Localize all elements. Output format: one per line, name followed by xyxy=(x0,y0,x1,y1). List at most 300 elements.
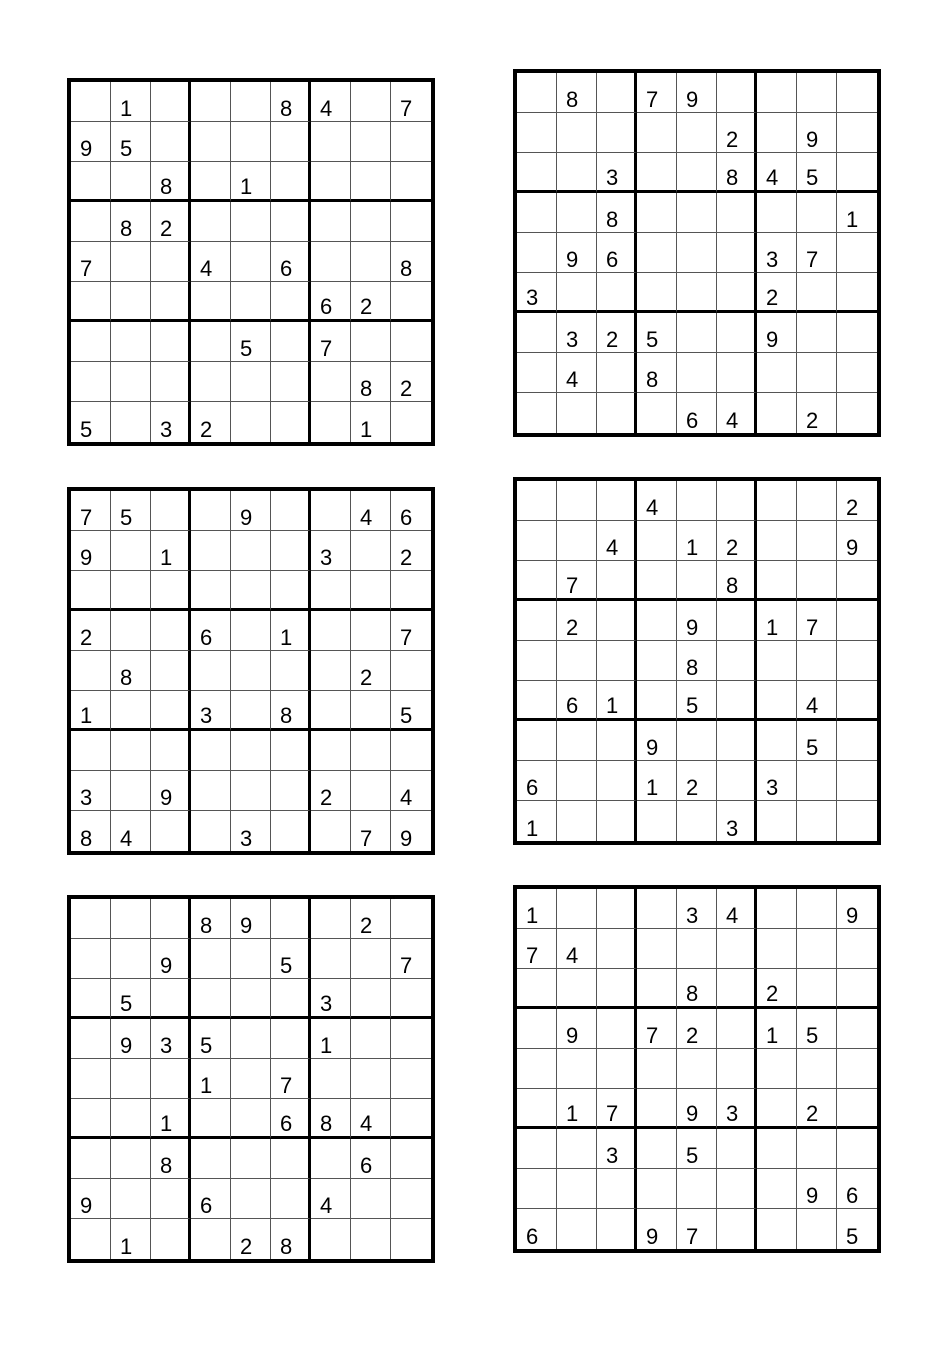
sudoku-cell[interactable] xyxy=(311,531,351,571)
sudoku-cell[interactable] xyxy=(637,481,677,521)
sudoku-cell[interactable] xyxy=(231,122,271,162)
sudoku-cell[interactable] xyxy=(191,242,231,282)
sudoku-cell[interactable] xyxy=(757,721,797,761)
sudoku-cell[interactable] xyxy=(837,761,877,801)
sudoku-cell[interactable] xyxy=(637,1009,677,1049)
sudoku-cell[interactable] xyxy=(717,1009,757,1049)
sudoku-cell[interactable] xyxy=(351,731,391,771)
sudoku-cell[interactable] xyxy=(351,402,391,442)
sudoku-cell[interactable] xyxy=(677,353,717,393)
sudoku-cell[interactable] xyxy=(391,491,431,531)
sudoku-cell[interactable] xyxy=(797,521,837,561)
sudoku-cell[interactable] xyxy=(797,1089,837,1129)
sudoku-cell[interactable] xyxy=(191,1219,231,1259)
sudoku-cell[interactable] xyxy=(111,731,151,771)
sudoku-cell[interactable] xyxy=(637,561,677,601)
sudoku-cell[interactable] xyxy=(231,1139,271,1179)
sudoku-cell[interactable] xyxy=(797,969,837,1009)
sudoku-cell[interactable] xyxy=(677,1129,717,1169)
sudoku-cell[interactable] xyxy=(637,233,677,273)
sudoku-cell[interactable] xyxy=(151,402,191,442)
sudoku-cell[interactable] xyxy=(391,651,431,691)
sudoku-cell[interactable] xyxy=(517,113,557,153)
sudoku-cell[interactable] xyxy=(677,801,717,841)
sudoku-cell[interactable] xyxy=(597,1089,637,1129)
sudoku-cell[interactable] xyxy=(677,521,717,561)
sudoku-cell[interactable] xyxy=(271,611,311,651)
sudoku-cell[interactable] xyxy=(557,721,597,761)
sudoku-cell[interactable] xyxy=(757,153,797,193)
sudoku-cell[interactable] xyxy=(517,889,557,929)
sudoku-cell[interactable] xyxy=(837,1089,877,1129)
sudoku-cell[interactable] xyxy=(271,939,311,979)
sudoku-cell[interactable] xyxy=(311,162,351,202)
sudoku-cell[interactable] xyxy=(517,313,557,353)
sudoku-cell[interactable] xyxy=(231,571,271,611)
sudoku-cell[interactable] xyxy=(637,273,677,313)
sudoku-cell[interactable] xyxy=(191,691,231,731)
sudoku-cell[interactable] xyxy=(271,402,311,442)
sudoku-cell[interactable] xyxy=(597,721,637,761)
sudoku-cell[interactable] xyxy=(311,202,351,242)
sudoku-cell[interactable] xyxy=(311,1059,351,1099)
sudoku-cell[interactable] xyxy=(677,1169,717,1209)
sudoku-cell[interactable] xyxy=(111,282,151,322)
sudoku-cell[interactable] xyxy=(757,1089,797,1129)
sudoku-cell[interactable] xyxy=(717,761,757,801)
sudoku-cell[interactable] xyxy=(151,282,191,322)
sudoku-cell[interactable] xyxy=(271,771,311,811)
sudoku-cell[interactable] xyxy=(111,651,151,691)
sudoku-cell[interactable] xyxy=(271,242,311,282)
sudoku-cell[interactable] xyxy=(837,1049,877,1089)
sudoku-cell[interactable] xyxy=(797,801,837,841)
sudoku-cell[interactable] xyxy=(111,1019,151,1059)
sudoku-cell[interactable] xyxy=(191,202,231,242)
sudoku-cell[interactable] xyxy=(391,1179,431,1219)
sudoku-cell[interactable] xyxy=(637,1129,677,1169)
sudoku-cell[interactable] xyxy=(677,193,717,233)
sudoku-cell[interactable] xyxy=(717,393,757,433)
sudoku-cell[interactable] xyxy=(677,1209,717,1249)
sudoku-cell[interactable] xyxy=(837,889,877,929)
sudoku-cell[interactable] xyxy=(717,1209,757,1249)
sudoku-cell[interactable] xyxy=(677,641,717,681)
sudoku-cell[interactable] xyxy=(637,1169,677,1209)
sudoku-cell[interactable] xyxy=(351,651,391,691)
sudoku-cell[interactable] xyxy=(151,531,191,571)
sudoku-cell[interactable] xyxy=(717,721,757,761)
sudoku-cell[interactable] xyxy=(231,771,271,811)
sudoku-cell[interactable] xyxy=(111,1219,151,1259)
sudoku-cell[interactable] xyxy=(517,481,557,521)
sudoku-cell[interactable] xyxy=(717,969,757,1009)
sudoku-cell[interactable] xyxy=(637,1089,677,1129)
sudoku-cell[interactable] xyxy=(271,1019,311,1059)
sudoku-cell[interactable] xyxy=(111,1179,151,1219)
sudoku-cell[interactable] xyxy=(757,1169,797,1209)
sudoku-cell[interactable] xyxy=(191,531,231,571)
sudoku-cell[interactable] xyxy=(597,73,637,113)
sudoku-cell[interactable] xyxy=(71,162,111,202)
sudoku-cell[interactable] xyxy=(837,481,877,521)
sudoku-cell[interactable] xyxy=(151,362,191,402)
sudoku-cell[interactable] xyxy=(677,681,717,721)
sudoku-cell[interactable] xyxy=(71,571,111,611)
sudoku-cell[interactable] xyxy=(837,681,877,721)
sudoku-cell[interactable] xyxy=(837,313,877,353)
sudoku-cell[interactable] xyxy=(71,651,111,691)
sudoku-cell[interactable] xyxy=(391,611,431,651)
sudoku-cell[interactable] xyxy=(837,969,877,1009)
sudoku-cell[interactable] xyxy=(837,73,877,113)
sudoku-cell[interactable] xyxy=(191,402,231,442)
sudoku-cell[interactable] xyxy=(151,939,191,979)
sudoku-cell[interactable] xyxy=(677,273,717,313)
sudoku-cell[interactable] xyxy=(191,1179,231,1219)
sudoku-cell[interactable] xyxy=(231,1019,271,1059)
sudoku-cell[interactable] xyxy=(151,1059,191,1099)
sudoku-cell[interactable] xyxy=(311,1179,351,1219)
sudoku-cell[interactable] xyxy=(717,1049,757,1089)
sudoku-cell[interactable] xyxy=(311,82,351,122)
sudoku-cell[interactable] xyxy=(717,273,757,313)
sudoku-cell[interactable] xyxy=(637,113,677,153)
sudoku-cell[interactable] xyxy=(557,73,597,113)
sudoku-cell[interactable] xyxy=(111,691,151,731)
sudoku-cell[interactable] xyxy=(757,1209,797,1249)
sudoku-cell[interactable] xyxy=(797,193,837,233)
sudoku-cell[interactable] xyxy=(557,929,597,969)
sudoku-cell[interactable] xyxy=(517,641,557,681)
sudoku-cell[interactable] xyxy=(191,731,231,771)
sudoku-cell[interactable] xyxy=(191,162,231,202)
sudoku-cell[interactable] xyxy=(351,242,391,282)
sudoku-cell[interactable] xyxy=(71,979,111,1019)
sudoku-cell[interactable] xyxy=(351,362,391,402)
sudoku-cell[interactable] xyxy=(637,641,677,681)
sudoku-cell[interactable] xyxy=(311,242,351,282)
sudoku-cell[interactable] xyxy=(311,282,351,322)
sudoku-cell[interactable] xyxy=(517,561,557,601)
sudoku-cell[interactable] xyxy=(391,531,431,571)
sudoku-cell[interactable] xyxy=(351,282,391,322)
sudoku-cell[interactable] xyxy=(391,771,431,811)
sudoku-cell[interactable] xyxy=(637,761,677,801)
sudoku-cell[interactable] xyxy=(231,1059,271,1099)
sudoku-cell[interactable] xyxy=(391,571,431,611)
sudoku-cell[interactable] xyxy=(151,162,191,202)
sudoku-cell[interactable] xyxy=(557,1169,597,1209)
sudoku-cell[interactable] xyxy=(111,242,151,282)
sudoku-cell[interactable] xyxy=(597,929,637,969)
sudoku-cell[interactable] xyxy=(71,531,111,571)
sudoku-cell[interactable] xyxy=(797,73,837,113)
sudoku-cell[interactable] xyxy=(311,731,351,771)
sudoku-cell[interactable] xyxy=(717,233,757,273)
sudoku-cell[interactable] xyxy=(557,969,597,1009)
sudoku-cell[interactable] xyxy=(797,1129,837,1169)
sudoku-cell[interactable] xyxy=(517,153,557,193)
sudoku-cell[interactable] xyxy=(151,651,191,691)
sudoku-cell[interactable] xyxy=(351,162,391,202)
sudoku-cell[interactable] xyxy=(597,1209,637,1249)
sudoku-cell[interactable] xyxy=(717,193,757,233)
sudoku-cell[interactable] xyxy=(231,82,271,122)
sudoku-cell[interactable] xyxy=(677,601,717,641)
sudoku-cell[interactable] xyxy=(111,531,151,571)
sudoku-cell[interactable] xyxy=(797,561,837,601)
sudoku-cell[interactable] xyxy=(111,571,151,611)
sudoku-cell[interactable] xyxy=(311,1139,351,1179)
sudoku-cell[interactable] xyxy=(637,681,677,721)
sudoku-cell[interactable] xyxy=(517,1049,557,1089)
sudoku-cell[interactable] xyxy=(231,1099,271,1139)
sudoku-cell[interactable] xyxy=(517,969,557,1009)
sudoku-cell[interactable] xyxy=(757,313,797,353)
sudoku-cell[interactable] xyxy=(311,402,351,442)
sudoku-cell[interactable] xyxy=(557,1129,597,1169)
sudoku-cell[interactable] xyxy=(797,313,837,353)
sudoku-cell[interactable] xyxy=(837,601,877,641)
sudoku-cell[interactable] xyxy=(597,273,637,313)
sudoku-cell[interactable] xyxy=(271,571,311,611)
sudoku-cell[interactable] xyxy=(391,731,431,771)
sudoku-cell[interactable] xyxy=(637,721,677,761)
sudoku-cell[interactable] xyxy=(797,273,837,313)
sudoku-cell[interactable] xyxy=(271,1179,311,1219)
sudoku-cell[interactable] xyxy=(111,162,151,202)
sudoku-cell[interactable] xyxy=(231,402,271,442)
sudoku-cell[interactable] xyxy=(597,681,637,721)
sudoku-cell[interactable] xyxy=(837,193,877,233)
sudoku-cell[interactable] xyxy=(71,731,111,771)
sudoku-cell[interactable] xyxy=(191,979,231,1019)
sudoku-cell[interactable] xyxy=(351,122,391,162)
sudoku-cell[interactable] xyxy=(557,353,597,393)
sudoku-cell[interactable] xyxy=(71,1019,111,1059)
sudoku-cell[interactable] xyxy=(597,1129,637,1169)
sudoku-cell[interactable] xyxy=(191,899,231,939)
sudoku-cell[interactable] xyxy=(151,82,191,122)
sudoku-cell[interactable] xyxy=(271,82,311,122)
sudoku-cell[interactable] xyxy=(797,1049,837,1089)
sudoku-cell[interactable] xyxy=(717,1089,757,1129)
sudoku-cell[interactable] xyxy=(717,801,757,841)
sudoku-cell[interactable] xyxy=(557,193,597,233)
sudoku-cell[interactable] xyxy=(151,979,191,1019)
sudoku-cell[interactable] xyxy=(717,929,757,969)
sudoku-cell[interactable] xyxy=(597,561,637,601)
sudoku-cell[interactable] xyxy=(271,162,311,202)
sudoku-cell[interactable] xyxy=(151,611,191,651)
sudoku-cell[interactable] xyxy=(837,1009,877,1049)
sudoku-cell[interactable] xyxy=(351,1059,391,1099)
sudoku-cell[interactable] xyxy=(797,721,837,761)
sudoku-cell[interactable] xyxy=(71,82,111,122)
sudoku-cell[interactable] xyxy=(151,1099,191,1139)
sudoku-cell[interactable] xyxy=(271,282,311,322)
sudoku-cell[interactable] xyxy=(557,801,597,841)
sudoku-cell[interactable] xyxy=(231,651,271,691)
sudoku-cell[interactable] xyxy=(271,651,311,691)
sudoku-cell[interactable] xyxy=(151,322,191,362)
sudoku-cell[interactable] xyxy=(637,801,677,841)
sudoku-cell[interactable] xyxy=(391,402,431,442)
sudoku-cell[interactable] xyxy=(597,641,637,681)
sudoku-cell[interactable] xyxy=(391,691,431,731)
sudoku-cell[interactable] xyxy=(837,153,877,193)
sudoku-cell[interactable] xyxy=(191,82,231,122)
sudoku-cell[interactable] xyxy=(231,1179,271,1219)
sudoku-cell[interactable] xyxy=(717,1129,757,1169)
sudoku-cell[interactable] xyxy=(637,929,677,969)
sudoku-cell[interactable] xyxy=(271,1059,311,1099)
sudoku-cell[interactable] xyxy=(757,761,797,801)
sudoku-cell[interactable] xyxy=(391,811,431,851)
sudoku-cell[interactable] xyxy=(837,1169,877,1209)
sudoku-cell[interactable] xyxy=(517,1209,557,1249)
sudoku-cell[interactable] xyxy=(717,681,757,721)
sudoku-cell[interactable] xyxy=(391,1219,431,1259)
sudoku-cell[interactable] xyxy=(151,771,191,811)
sudoku-cell[interactable] xyxy=(797,889,837,929)
sudoku-cell[interactable] xyxy=(717,313,757,353)
sudoku-cell[interactable] xyxy=(597,233,637,273)
sudoku-cell[interactable] xyxy=(557,233,597,273)
sudoku-cell[interactable] xyxy=(351,82,391,122)
sudoku-cell[interactable] xyxy=(311,811,351,851)
sudoku-cell[interactable] xyxy=(231,979,271,1019)
sudoku-cell[interactable] xyxy=(311,571,351,611)
sudoku-cell[interactable] xyxy=(597,153,637,193)
sudoku-cell[interactable] xyxy=(797,601,837,641)
sudoku-cell[interactable] xyxy=(311,939,351,979)
sudoku-cell[interactable] xyxy=(231,202,271,242)
sudoku-cell[interactable] xyxy=(231,491,271,531)
sudoku-cell[interactable] xyxy=(191,651,231,691)
sudoku-cell[interactable] xyxy=(597,1009,637,1049)
sudoku-cell[interactable] xyxy=(271,491,311,531)
sudoku-cell[interactable] xyxy=(191,571,231,611)
sudoku-cell[interactable] xyxy=(557,273,597,313)
sudoku-cell[interactable] xyxy=(837,393,877,433)
sudoku-cell[interactable] xyxy=(597,1169,637,1209)
sudoku-cell[interactable] xyxy=(677,73,717,113)
sudoku-cell[interactable] xyxy=(351,322,391,362)
sudoku-cell[interactable] xyxy=(557,641,597,681)
sudoku-cell[interactable] xyxy=(191,362,231,402)
sudoku-cell[interactable] xyxy=(637,969,677,1009)
sudoku-cell[interactable] xyxy=(757,601,797,641)
sudoku-cell[interactable] xyxy=(191,771,231,811)
sudoku-cell[interactable] xyxy=(597,761,637,801)
sudoku-cell[interactable] xyxy=(717,601,757,641)
sudoku-cell[interactable] xyxy=(271,531,311,571)
sudoku-cell[interactable] xyxy=(837,1209,877,1249)
sudoku-cell[interactable] xyxy=(391,82,431,122)
sudoku-cell[interactable] xyxy=(351,939,391,979)
sudoku-cell[interactable] xyxy=(151,1139,191,1179)
sudoku-cell[interactable] xyxy=(391,282,431,322)
sudoku-cell[interactable] xyxy=(111,1059,151,1099)
sudoku-cell[interactable] xyxy=(311,979,351,1019)
sudoku-cell[interactable] xyxy=(517,1129,557,1169)
sudoku-cell[interactable] xyxy=(231,731,271,771)
sudoku-cell[interactable] xyxy=(391,242,431,282)
sudoku-cell[interactable] xyxy=(757,273,797,313)
sudoku-cell[interactable] xyxy=(111,491,151,531)
sudoku-cell[interactable] xyxy=(757,1129,797,1169)
sudoku-cell[interactable] xyxy=(151,811,191,851)
sudoku-cell[interactable] xyxy=(717,353,757,393)
sudoku-cell[interactable] xyxy=(191,611,231,651)
sudoku-cell[interactable] xyxy=(557,153,597,193)
sudoku-cell[interactable] xyxy=(557,313,597,353)
sudoku-cell[interactable] xyxy=(351,899,391,939)
sudoku-cell[interactable] xyxy=(557,481,597,521)
sudoku-cell[interactable] xyxy=(677,761,717,801)
sudoku-cell[interactable] xyxy=(837,929,877,969)
sudoku-cell[interactable] xyxy=(677,721,717,761)
sudoku-cell[interactable] xyxy=(351,979,391,1019)
sudoku-cell[interactable] xyxy=(351,1179,391,1219)
sudoku-cell[interactable] xyxy=(757,681,797,721)
sudoku-cell[interactable] xyxy=(837,113,877,153)
sudoku-cell[interactable] xyxy=(71,491,111,531)
sudoku-cell[interactable] xyxy=(517,521,557,561)
sudoku-cell[interactable] xyxy=(597,521,637,561)
sudoku-cell[interactable] xyxy=(71,1219,111,1259)
sudoku-cell[interactable] xyxy=(391,1099,431,1139)
sudoku-cell[interactable] xyxy=(151,571,191,611)
sudoku-cell[interactable] xyxy=(757,521,797,561)
sudoku-cell[interactable] xyxy=(557,761,597,801)
sudoku-cell[interactable] xyxy=(191,811,231,851)
sudoku-cell[interactable] xyxy=(557,113,597,153)
sudoku-cell[interactable] xyxy=(757,969,797,1009)
sudoku-cell[interactable] xyxy=(637,521,677,561)
sudoku-cell[interactable] xyxy=(351,1219,391,1259)
sudoku-cell[interactable] xyxy=(271,322,311,362)
sudoku-cell[interactable] xyxy=(271,1219,311,1259)
sudoku-cell[interactable] xyxy=(191,1139,231,1179)
sudoku-cell[interactable] xyxy=(351,1019,391,1059)
sudoku-cell[interactable] xyxy=(717,1169,757,1209)
sudoku-cell[interactable] xyxy=(191,322,231,362)
sudoku-cell[interactable] xyxy=(271,691,311,731)
sudoku-cell[interactable] xyxy=(717,73,757,113)
sudoku-cell[interactable] xyxy=(71,1139,111,1179)
sudoku-cell[interactable] xyxy=(597,1049,637,1089)
sudoku-cell[interactable] xyxy=(311,122,351,162)
sudoku-cell[interactable] xyxy=(71,1179,111,1219)
sudoku-cell[interactable] xyxy=(271,362,311,402)
sudoku-cell[interactable] xyxy=(191,1019,231,1059)
sudoku-cell[interactable] xyxy=(517,761,557,801)
sudoku-cell[interactable] xyxy=(311,651,351,691)
sudoku-cell[interactable] xyxy=(677,561,717,601)
sudoku-cell[interactable] xyxy=(231,322,271,362)
sudoku-cell[interactable] xyxy=(111,82,151,122)
sudoku-cell[interactable] xyxy=(637,73,677,113)
sudoku-cell[interactable] xyxy=(231,611,271,651)
sudoku-cell[interactable] xyxy=(271,1099,311,1139)
sudoku-cell[interactable] xyxy=(311,611,351,651)
sudoku-cell[interactable] xyxy=(71,1059,111,1099)
sudoku-cell[interactable] xyxy=(111,1139,151,1179)
sudoku-cell[interactable] xyxy=(757,801,797,841)
